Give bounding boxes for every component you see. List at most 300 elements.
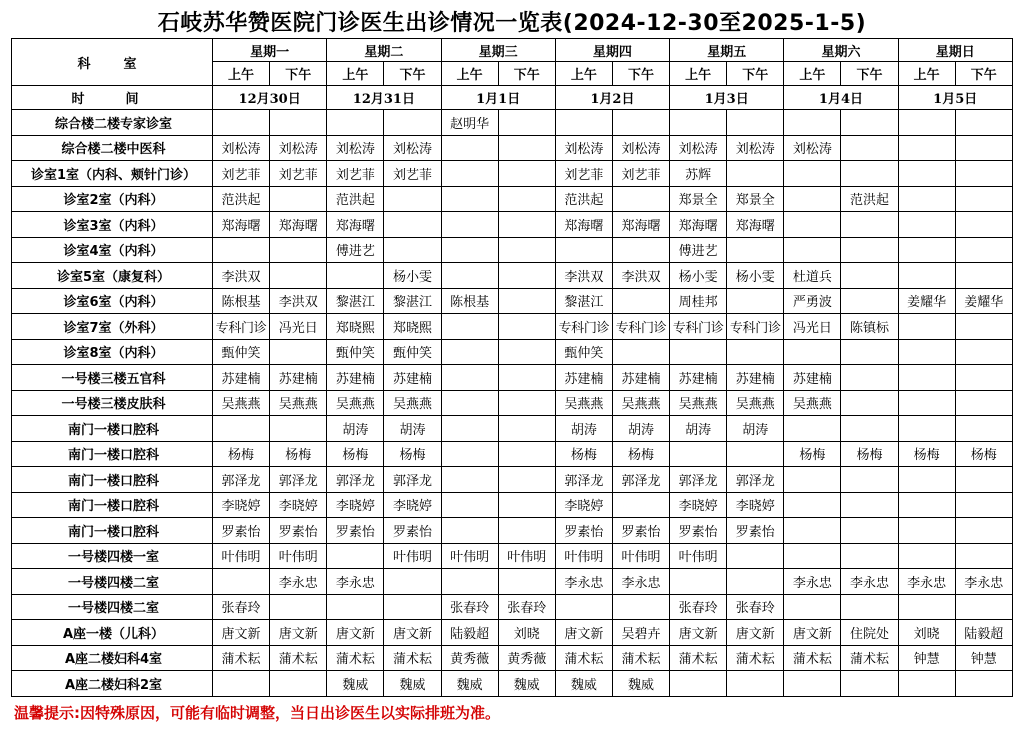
doctor-cell: 苏建楠 (384, 365, 441, 391)
doctor-cell (441, 237, 498, 263)
doctor-cell (670, 110, 727, 136)
doctor-cell: 范洪起 (841, 186, 898, 212)
doctor-cell: 蒲术耘 (727, 645, 784, 671)
doctor-cell (955, 671, 1012, 697)
department-cell: 诊室4室（内科） (12, 237, 213, 263)
doctor-cell (898, 186, 955, 212)
table-row (12, 314, 1013, 340)
doctor-cell: 杨小雯 (727, 263, 784, 289)
doctor-cell (498, 237, 555, 263)
doctor-cell (498, 365, 555, 391)
doctor-cell (955, 314, 1012, 340)
table-row (12, 263, 1013, 289)
doctor-cell: 杨梅 (841, 441, 898, 467)
doctor-cell: 郭泽龙 (270, 467, 327, 493)
doctor-cell: 郑海曙 (612, 212, 669, 238)
doctor-cell: 甄仲笑 (555, 339, 612, 365)
doctor-cell (213, 416, 270, 442)
doctor-cell: 钟慧 (955, 645, 1012, 671)
doctor-cell: 郑海曙 (555, 212, 612, 238)
doctor-cell (841, 467, 898, 493)
doctor-cell: 李永忠 (555, 569, 612, 595)
table-row (12, 594, 1013, 620)
doctor-cell: 叶伟明 (612, 543, 669, 569)
doctor-cell (841, 390, 898, 416)
doctor-cell (727, 288, 784, 314)
doctor-cell: 郑海曙 (213, 212, 270, 238)
doctor-cell (955, 594, 1012, 620)
doctor-cell: 甄仲笑 (213, 339, 270, 365)
weekday-header: 星期五 (670, 39, 784, 62)
notice-text: 温馨提示:因特殊原因，可能有临时调整，当日出诊医生以实际排班为准。 (14, 704, 501, 722)
doctor-cell (727, 441, 784, 467)
doctor-cell (498, 467, 555, 493)
doctor-cell (727, 543, 784, 569)
doctor-cell: 魏威 (498, 671, 555, 697)
doctor-cell: 罗素怡 (727, 518, 784, 544)
doctor-cell: 郭泽龙 (727, 467, 784, 493)
doctor-cell: 魏威 (555, 671, 612, 697)
doctor-cell (441, 186, 498, 212)
doctor-cell: 张春玲 (670, 594, 727, 620)
doctor-cell (841, 594, 898, 620)
doctor-cell (670, 441, 727, 467)
doctor-cell: 蒲术耘 (327, 645, 384, 671)
doctor-cell (498, 569, 555, 595)
doctor-cell: 黄秀薇 (498, 645, 555, 671)
doctor-cell (784, 161, 841, 187)
doctor-cell (727, 671, 784, 697)
doctor-cell: 郭泽龙 (555, 467, 612, 493)
doctor-cell: 陆毅超 (441, 620, 498, 646)
department-cell: 南门一楼口腔科 (12, 492, 213, 518)
doctor-cell (898, 339, 955, 365)
date-header-row (12, 86, 1013, 110)
doctor-cell: 刘艺菲 (612, 161, 669, 187)
doctor-cell (327, 543, 384, 569)
department-cell: A座一楼（儿科） (12, 620, 213, 646)
doctor-cell: 罗素怡 (384, 518, 441, 544)
doctor-cell (898, 263, 955, 289)
doctor-cell (727, 110, 784, 136)
doctor-cell: 苏建楠 (670, 365, 727, 391)
doctor-cell: 张春玲 (441, 594, 498, 620)
am-header: 上午 (670, 62, 727, 86)
doctor-cell (727, 569, 784, 595)
doctor-cell: 刘艺菲 (270, 161, 327, 187)
date-header: 1月5日 (898, 86, 1012, 110)
department-cell: 综合楼二楼中医科 (12, 135, 213, 161)
doctor-cell (898, 212, 955, 238)
doctor-cell: 唐文新 (784, 620, 841, 646)
doctor-cell (441, 314, 498, 340)
doctor-cell (898, 314, 955, 340)
doctor-cell: 杨梅 (327, 441, 384, 467)
department-cell: 南门一楼口腔科 (12, 441, 213, 467)
table-row (12, 339, 1013, 365)
doctor-cell: 蒲术耘 (670, 645, 727, 671)
department-cell: 综合楼二楼专家诊室 (12, 110, 213, 136)
doctor-cell: 苏建楠 (612, 365, 669, 391)
doctor-cell: 李晓婷 (555, 492, 612, 518)
doctor-cell: 专科门诊 (555, 314, 612, 340)
weekday-header: 星期二 (327, 39, 441, 62)
doctor-cell: 胡涛 (555, 416, 612, 442)
table-row (12, 110, 1013, 136)
doctor-cell (270, 110, 327, 136)
table-row (12, 288, 1013, 314)
doctor-cell: 郭泽龙 (670, 467, 727, 493)
table-row (12, 186, 1013, 212)
doctor-cell: 叶伟明 (270, 543, 327, 569)
doctor-cell: 冯光日 (784, 314, 841, 340)
doctor-cell (498, 518, 555, 544)
doctor-cell (841, 416, 898, 442)
doctor-cell (955, 237, 1012, 263)
doctor-cell: 刘晓 (898, 620, 955, 646)
doctor-cell (327, 263, 384, 289)
doctor-cell: 唐文新 (727, 620, 784, 646)
doctor-cell (841, 237, 898, 263)
doctor-cell (898, 518, 955, 544)
doctor-cell (441, 365, 498, 391)
department-cell: 一号楼四楼二室 (12, 594, 213, 620)
doctor-cell: 张春玲 (213, 594, 270, 620)
doctor-cell (270, 339, 327, 365)
doctor-cell (955, 492, 1012, 518)
doctor-cell (727, 161, 784, 187)
doctor-cell: 杨梅 (784, 441, 841, 467)
doctor-cell: 黎湛江 (384, 288, 441, 314)
pm-header: 下午 (727, 62, 784, 86)
doctor-cell: 苏建楠 (555, 365, 612, 391)
doctor-cell: 姜耀华 (955, 288, 1012, 314)
am-header: 上午 (784, 62, 841, 86)
doctor-cell (384, 569, 441, 595)
doctor-cell (213, 110, 270, 136)
doctor-cell: 罗素怡 (555, 518, 612, 544)
doctor-cell: 姜耀华 (898, 288, 955, 314)
doctor-cell (841, 135, 898, 161)
doctor-cell: 唐文新 (555, 620, 612, 646)
doctor-cell: 郑晓熙 (384, 314, 441, 340)
department-cell: 诊室3室（内科） (12, 212, 213, 238)
dept-column-header: 科 室 (12, 39, 213, 86)
doctor-cell: 专科门诊 (213, 314, 270, 340)
doctor-cell (612, 186, 669, 212)
doctor-cell (327, 110, 384, 136)
doctor-cell (841, 110, 898, 136)
weekday-header: 星期三 (441, 39, 555, 62)
department-cell: 一号楼四楼二室 (12, 569, 213, 595)
doctor-cell (213, 671, 270, 697)
doctor-cell: 刘松涛 (670, 135, 727, 161)
doctor-cell: 张春玲 (727, 594, 784, 620)
doctor-cell: 叶伟明 (555, 543, 612, 569)
department-cell: 诊室8室（内科） (12, 339, 213, 365)
pm-header: 下午 (612, 62, 669, 86)
doctor-cell: 范洪起 (213, 186, 270, 212)
doctor-cell (270, 671, 327, 697)
doctor-cell: 杨梅 (213, 441, 270, 467)
doctor-cell: 罗素怡 (213, 518, 270, 544)
doctor-cell (498, 314, 555, 340)
department-cell: 南门一楼口腔科 (12, 467, 213, 493)
doctor-cell: 蒲术耘 (555, 645, 612, 671)
doctor-cell: 郭泽龙 (384, 467, 441, 493)
doctor-cell (555, 110, 612, 136)
doctor-cell: 罗素怡 (270, 518, 327, 544)
doctor-cell: 苏建楠 (327, 365, 384, 391)
doctor-cell (841, 518, 898, 544)
department-cell: 南门一楼口腔科 (12, 416, 213, 442)
doctor-cell: 唐文新 (270, 620, 327, 646)
doctor-cell: 苏辉 (670, 161, 727, 187)
doctor-cell: 郭泽龙 (327, 467, 384, 493)
am-header: 上午 (898, 62, 955, 86)
doctor-cell: 郑景全 (727, 186, 784, 212)
doctor-cell (955, 467, 1012, 493)
doctor-cell (441, 135, 498, 161)
doctor-cell: 李永忠 (612, 569, 669, 595)
doctor-cell: 胡涛 (670, 416, 727, 442)
doctor-cell: 住院处 (841, 620, 898, 646)
doctor-cell (841, 212, 898, 238)
pm-header: 下午 (841, 62, 898, 86)
doctor-cell: 专科门诊 (670, 314, 727, 340)
doctor-cell: 陈根基 (213, 288, 270, 314)
doctor-cell (784, 671, 841, 697)
doctor-cell (955, 365, 1012, 391)
am-header: 上午 (441, 62, 498, 86)
doctor-cell: 蒲术耘 (384, 645, 441, 671)
weekday-header: 星期一 (213, 39, 327, 62)
doctor-cell: 吴燕燕 (727, 390, 784, 416)
doctor-cell (441, 416, 498, 442)
doctor-cell: 甄仲笑 (327, 339, 384, 365)
doctor-cell: 专科门诊 (727, 314, 784, 340)
doctor-cell: 唐文新 (327, 620, 384, 646)
table-row (12, 620, 1013, 646)
doctor-cell: 杨梅 (384, 441, 441, 467)
doctor-cell (841, 671, 898, 697)
doctor-cell (784, 467, 841, 493)
doctor-cell (441, 569, 498, 595)
doctor-cell: 吴燕燕 (270, 390, 327, 416)
table-row (12, 237, 1013, 263)
doctor-cell (327, 594, 384, 620)
doctor-cell: 陈镇标 (841, 314, 898, 340)
doctor-cell (498, 135, 555, 161)
doctor-cell: 郑景全 (670, 186, 727, 212)
department-cell: 诊室6室（内科） (12, 288, 213, 314)
doctor-cell (384, 212, 441, 238)
doctor-cell: 严勇波 (784, 288, 841, 314)
pm-header: 下午 (384, 62, 441, 86)
doctor-cell: 杨梅 (898, 441, 955, 467)
doctor-cell (384, 110, 441, 136)
doctor-cell: 刘艺菲 (555, 161, 612, 187)
doctor-cell: 黎湛江 (555, 288, 612, 314)
date-header: 1月1日 (441, 86, 555, 110)
doctor-cell (498, 161, 555, 187)
doctor-cell (955, 161, 1012, 187)
doctor-cell (384, 594, 441, 620)
table-row (12, 135, 1013, 161)
doctor-cell: 胡涛 (727, 416, 784, 442)
doctor-cell: 赵明华 (441, 110, 498, 136)
doctor-cell (898, 135, 955, 161)
department-cell: A座二楼妇科2室 (12, 671, 213, 697)
doctor-cell: 吴燕燕 (555, 390, 612, 416)
department-cell: 南门一楼口腔科 (12, 518, 213, 544)
date-header: 1月4日 (784, 86, 898, 110)
doctor-cell: 刘松涛 (213, 135, 270, 161)
am-header: 上午 (213, 62, 270, 86)
doctor-cell (841, 543, 898, 569)
doctor-cell (670, 339, 727, 365)
doctor-cell (898, 161, 955, 187)
doctor-cell (555, 237, 612, 263)
doctor-cell (270, 263, 327, 289)
weekday-header: 星期四 (555, 39, 669, 62)
schedule-table (11, 38, 1013, 697)
doctor-cell: 杨小雯 (384, 263, 441, 289)
doctor-cell (498, 110, 555, 136)
doctor-cell (784, 594, 841, 620)
doctor-cell (784, 237, 841, 263)
doctor-cell: 郑海曙 (670, 212, 727, 238)
doctor-cell: 李洪双 (612, 263, 669, 289)
weekday-header-row (12, 39, 1013, 62)
doctor-cell (441, 263, 498, 289)
doctor-cell: 杨梅 (270, 441, 327, 467)
table-row (12, 467, 1013, 493)
doctor-cell: 罗素怡 (670, 518, 727, 544)
pm-header: 下午 (955, 62, 1012, 86)
doctor-cell: 郭泽龙 (612, 467, 669, 493)
doctor-cell: 李永忠 (841, 569, 898, 595)
doctor-cell: 刘松涛 (612, 135, 669, 161)
doctor-cell (498, 390, 555, 416)
doctor-cell: 李永忠 (270, 569, 327, 595)
doctor-cell (898, 110, 955, 136)
doctor-cell (498, 441, 555, 467)
doctor-cell (213, 237, 270, 263)
doctor-cell: 杜道兵 (784, 263, 841, 289)
doctor-cell (898, 671, 955, 697)
doctor-cell: 苏建楠 (727, 365, 784, 391)
doctor-cell (955, 110, 1012, 136)
doctor-cell (498, 288, 555, 314)
doctor-cell: 李永忠 (784, 569, 841, 595)
table-row (12, 212, 1013, 238)
pm-header: 下午 (270, 62, 327, 86)
doctor-cell (784, 186, 841, 212)
doctor-cell: 胡涛 (327, 416, 384, 442)
department-cell: 诊室7室（外科） (12, 314, 213, 340)
doctor-cell (441, 518, 498, 544)
doctor-cell (498, 339, 555, 365)
doctor-cell: 吴燕燕 (327, 390, 384, 416)
doctor-cell: 李永忠 (327, 569, 384, 595)
doctor-cell (441, 441, 498, 467)
doctor-cell (784, 543, 841, 569)
doctor-cell (384, 186, 441, 212)
doctor-cell: 郑海曙 (270, 212, 327, 238)
doctor-cell (441, 390, 498, 416)
doctor-cell (898, 467, 955, 493)
doctor-cell: 刘松涛 (384, 135, 441, 161)
doctor-cell (955, 212, 1012, 238)
pm-header: 下午 (498, 62, 555, 86)
department-cell: 一号楼四楼一室 (12, 543, 213, 569)
time-column-header: 时 间 (12, 86, 213, 110)
table-row (12, 161, 1013, 187)
doctor-cell: 刘松涛 (555, 135, 612, 161)
table-row (12, 671, 1013, 697)
doctor-cell: 郑海曙 (327, 212, 384, 238)
doctor-cell: 苏建楠 (270, 365, 327, 391)
doctor-cell: 蒲术耘 (270, 645, 327, 671)
doctor-cell (841, 365, 898, 391)
doctor-cell: 陈根基 (441, 288, 498, 314)
doctor-cell (384, 237, 441, 263)
doctor-cell: 叶伟明 (213, 543, 270, 569)
doctor-cell: 叶伟明 (384, 543, 441, 569)
doctor-cell: 李永忠 (955, 569, 1012, 595)
doctor-cell (555, 594, 612, 620)
doctor-cell (270, 186, 327, 212)
doctor-cell (898, 416, 955, 442)
doctor-cell: 郭泽龙 (213, 467, 270, 493)
doctor-cell: 周桂邦 (670, 288, 727, 314)
doctor-cell: 吴燕燕 (384, 390, 441, 416)
table-row (12, 492, 1013, 518)
doctor-cell (955, 186, 1012, 212)
weekday-header: 星期六 (784, 39, 898, 62)
doctor-cell (498, 492, 555, 518)
doctor-cell: 刘松涛 (270, 135, 327, 161)
doctor-cell (441, 467, 498, 493)
doctor-cell (898, 543, 955, 569)
table-row (12, 518, 1013, 544)
table-row (12, 365, 1013, 391)
doctor-cell: 冯光日 (270, 314, 327, 340)
doctor-cell (670, 671, 727, 697)
table-row (12, 390, 1013, 416)
doctor-cell: 范洪起 (555, 186, 612, 212)
doctor-cell (441, 492, 498, 518)
doctor-cell: 杨梅 (555, 441, 612, 467)
doctor-cell (612, 492, 669, 518)
doctor-cell (727, 339, 784, 365)
doctor-cell: 唐文新 (213, 620, 270, 646)
doctor-cell (898, 492, 955, 518)
doctor-cell: 李洪双 (555, 263, 612, 289)
doctor-cell: 李晓婷 (670, 492, 727, 518)
doctor-cell (498, 186, 555, 212)
doctor-cell: 傅进艺 (327, 237, 384, 263)
doctor-cell: 吴燕燕 (784, 390, 841, 416)
doctor-cell: 李晓婷 (327, 492, 384, 518)
doctor-cell (612, 110, 669, 136)
am-header: 上午 (327, 62, 384, 86)
doctor-cell (955, 263, 1012, 289)
doctor-cell (955, 339, 1012, 365)
schedule-body (12, 110, 1013, 697)
doctor-cell: 李晓婷 (270, 492, 327, 518)
